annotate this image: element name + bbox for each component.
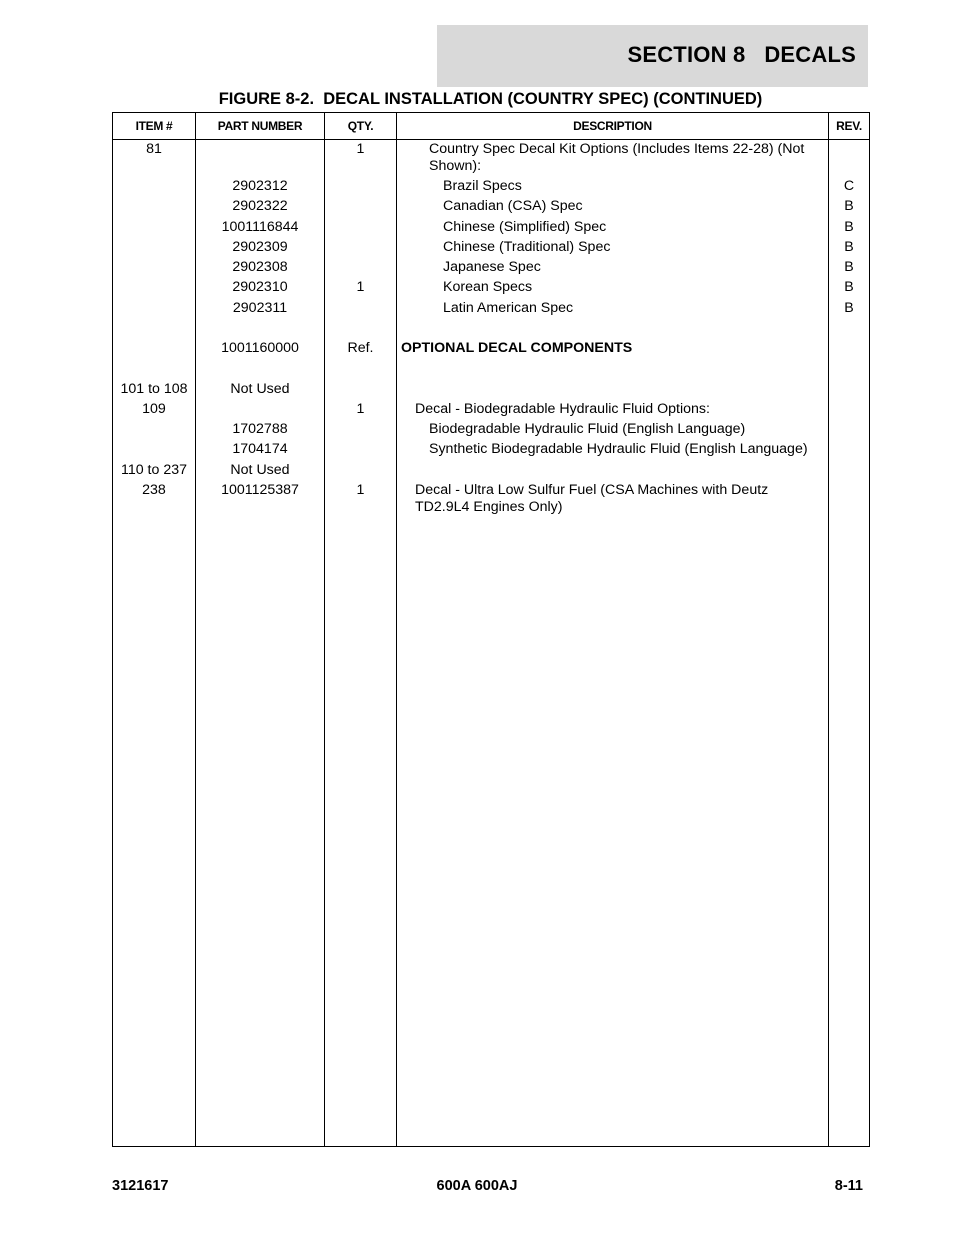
part-number: 2902308: [232, 259, 288, 275]
part-number: 2902322: [232, 198, 288, 214]
column-divider: [324, 113, 325, 1146]
description: Country Spec Decal Kit Options (Includes Items 22-28) (Not Shown):: [429, 141, 805, 174]
part-number: Not Used: [230, 462, 290, 478]
quantity: 1: [356, 482, 365, 498]
footer-doc-number: 3121617: [112, 1178, 169, 1194]
column-header-part-number: PART NUMBER: [217, 119, 303, 133]
revision: B: [844, 300, 854, 316]
footer-page-number: 8-11: [834, 1178, 863, 1194]
column-header-rev: REV.: [836, 119, 862, 133]
figure-title: FIGURE 8-2. DECAL INSTALLATION (COUNTRY SPEC) (CONTINUED): [218, 90, 763, 108]
column-divider: [396, 113, 397, 1146]
item-number: 238: [142, 482, 166, 498]
quantity: 1: [356, 279, 365, 295]
part-number: 2902311: [232, 300, 288, 316]
description: Latin American Spec: [443, 300, 574, 316]
part-number: Not Used: [230, 381, 290, 397]
part-number: 1001160000: [221, 340, 299, 356]
description: Canadian (CSA) Spec: [443, 198, 583, 214]
parts-table: [112, 112, 870, 1147]
revision: B: [844, 198, 854, 214]
column-header-qty: QTY.: [347, 119, 374, 133]
part-number: 2902310: [232, 279, 288, 295]
revision: B: [844, 239, 854, 255]
description: Synthetic Biodegradable Hydraulic Fluid (English Language): [429, 441, 808, 457]
description: Biodegradable Hydraulic Fluid (English Language): [429, 421, 746, 437]
footer-model: 600A 600AJ: [436, 1178, 518, 1194]
item-number: 110 to 237: [120, 462, 187, 478]
column-header-description: DESCRIPTION: [573, 119, 652, 133]
part-number: 2902309: [232, 239, 288, 255]
description: Chinese (Traditional) Spec: [443, 239, 611, 255]
section-header-band: [437, 25, 868, 87]
item-number: 101 to 108: [120, 381, 188, 397]
part-number: 1001116844: [221, 219, 299, 235]
part-number: 1702788: [232, 421, 288, 437]
part-number: 1704174: [232, 441, 288, 457]
description: Brazil Specs: [443, 178, 522, 194]
description: Japanese Spec: [443, 259, 541, 275]
revision: B: [844, 219, 854, 235]
item-number: 81: [146, 141, 162, 157]
description: Korean Specs: [443, 279, 533, 295]
quantity: Ref.: [347, 340, 374, 356]
column-header-item: ITEM #: [135, 119, 173, 133]
part-number: 2902312: [232, 178, 288, 194]
part-number: 1001125387: [221, 482, 299, 498]
description: Decal - Ultra Low Sulfur Fuel (CSA Machines with Deutz TD2.9L4 Engines Only): [415, 482, 769, 515]
item-number: 109: [142, 401, 166, 417]
revision: B: [844, 259, 854, 275]
section-title: SECTION 8 DECALS: [627, 42, 856, 67]
header-divider: [113, 139, 869, 140]
description: Chinese (Simplified) Spec: [443, 219, 607, 235]
quantity: 1: [356, 141, 365, 157]
revision: B: [844, 279, 854, 295]
revision: C: [843, 178, 855, 194]
quantity: 1: [356, 401, 365, 417]
description: OPTIONAL DECAL COMPONENTS: [401, 340, 633, 356]
description: Decal - Biodegradable Hydraulic Fluid Options:: [415, 401, 710, 417]
